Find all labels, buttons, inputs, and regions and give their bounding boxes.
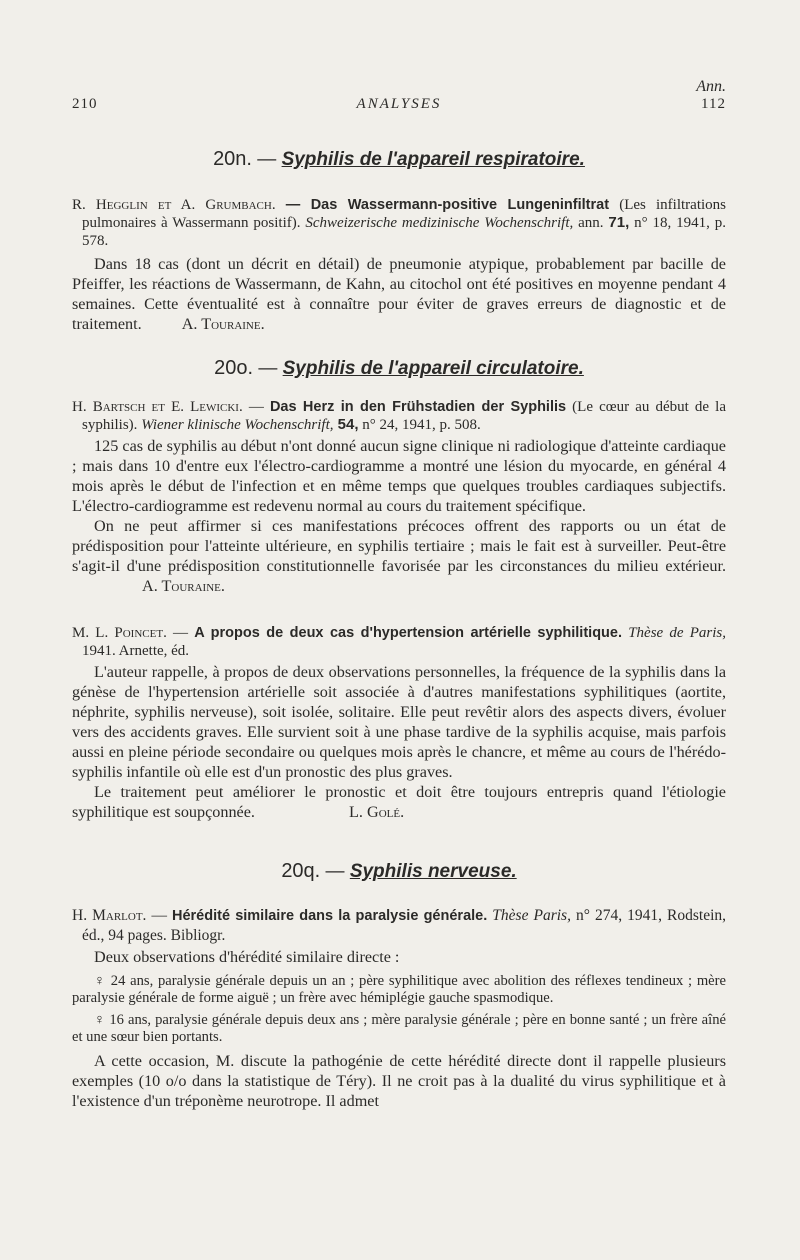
annee-mark: Ann. <box>696 78 726 95</box>
reference: H. Bartsch et E. Lewicki. — Das Herz in den Frühstadien der Syphilis (Le cœur au début de la syphilis). Wiener klinische Wochenschrift, 54, n° 24, 1941, p. 508. <box>72 399 726 433</box>
section-heading: 20q. — Syphilis nerveuse. <box>281 860 517 882</box>
running-title: ANALYSES <box>356 96 442 112</box>
abstract-bartsch <box>72 398 726 596</box>
page-number: 210 <box>72 96 98 112</box>
abstract-hegglin <box>72 196 726 334</box>
section-respiratory <box>72 148 726 171</box>
running-header <box>72 96 726 120</box>
section-heading: 20o. — Syphilis de l'appareil circulatoire. <box>214 357 584 379</box>
section-circulatory <box>72 357 726 380</box>
abstract-text: Dans 18 cas (dont un décrit en détail) de pneumonie atypique, probablement par bacille de Pfeiffer, les réactions de Wassermann, de Kahn, au citochol ont été positives en moyenne pendant 4 semaines. Cette éventualité est à connaître pour éviter de graves erreurs de diagnostic et de traitement. A. Touraine. <box>72 255 726 333</box>
reference: H. Marlot. — Hérédité similaire dans la paralysie générale. Thèse Paris, n° 274, 1941, Rodstein, éd., 94 pages. Bibliogr. <box>72 907 727 944</box>
signature: L. Golé. <box>349 803 405 821</box>
abstract-text: L'auteur rappelle, à propos de deux observations personnelles, la fréquence de la syphilis dans la génèse de l'hypertension artérielle soit associée à d'autres manifestations syphilitiques (aortite, néphrite, syphilis nerveuse), soit isolée, solitaire. Elle peut revêtir alors des aspects divers, évoluer vers des accidents graves. Elle survient soit à une phase tardive de la syphilis acquise, mais parfois aussi en pleine période secondaire ou quelques mois après le chancre, et même au cours de l'hérédo-syphilis infantile où elle est d'un pronostic des plus graves. <box>72 663 726 781</box>
abstract-marlot <box>72 906 726 1111</box>
signature: A. Touraine. <box>142 577 225 595</box>
abstract-poincet <box>72 624 726 822</box>
section-heading: 20n. — Syphilis de l'appareil respiratoire. <box>213 148 585 170</box>
section-nervous <box>72 860 726 883</box>
abstract-text: A cette occasion, M. discute la pathogénie de cette hérédité directe dont il rappelle plusieurs exemples (10 o/o dans la statistique de Téry). Il ne croit pas à la dualité du virus syphilitique et à l'existence d'un tréponème neurotrope. Il admet <box>72 1052 726 1110</box>
abstract-text: Deux observations d'hérédité similaire directe : <box>94 948 400 966</box>
reference: R. Hegglin et A. Grumbach. — Das Wassermann-positive Lungeninfiltrat (Les infiltrations pulmonaires à Wassermann positif). Schweizerische medizinische Wochenschrift, ann. 71, n° 18, 1941, p. 578. <box>72 197 727 249</box>
abstract-text: 125 cas de syphilis au début n'ont donné aucun signe clinique ni radiologique d'atteinte cardiaque ; mais dans 10 d'entre eux l'électro-cardiogramme a montré une lésion du myocarde, en général 4 mois après le début de l'infection et en même temps que quelques troubles cardiaques subjectifs. L'électro-cardiogramme est redevenu normal au cours du traitement spécifique. <box>72 437 726 515</box>
signature: A. Touraine. <box>181 315 265 333</box>
observation: ♀ 24 ans, paralysie générale depuis un an ; père syphilitique avec abolition des réflexes tendineux ; mère paralysie générale de forme aiguë ; un frère avec hémiplégie gauche spasmodique. <box>72 973 726 1006</box>
observation: ♀ 16 ans, paralysie générale depuis deux ans ; mère paralysie générale ; père en bonne santé ; un frère aîné et une sœur bien portants. <box>72 1012 726 1045</box>
reference: M. L. Poincet. — A propos de deux cas d'hypertension artérielle syphilitique. Thèse de Paris, 1941. Arnette, éd. <box>72 625 727 659</box>
abstract-text: Le traitement peut améliorer le pronostic et doit être toujours entrepris quand l'étiologie syphilitique est soupçonnée. L. Golé. <box>72 783 726 821</box>
abstract-text: On ne peut affirmer si ces manifestations précoces offrent des rapports ou un état de prédisposition pour l'atteinte ultérieure, en syphilis tertiaire ; mais le fait est à surveiller. Peut-être s'agit-il d'une prédisposition constitutionnelle favorisée par les circonstances du milieu extérieur. A. Touraine. <box>72 517 726 595</box>
annales-number: 112 <box>701 96 726 112</box>
